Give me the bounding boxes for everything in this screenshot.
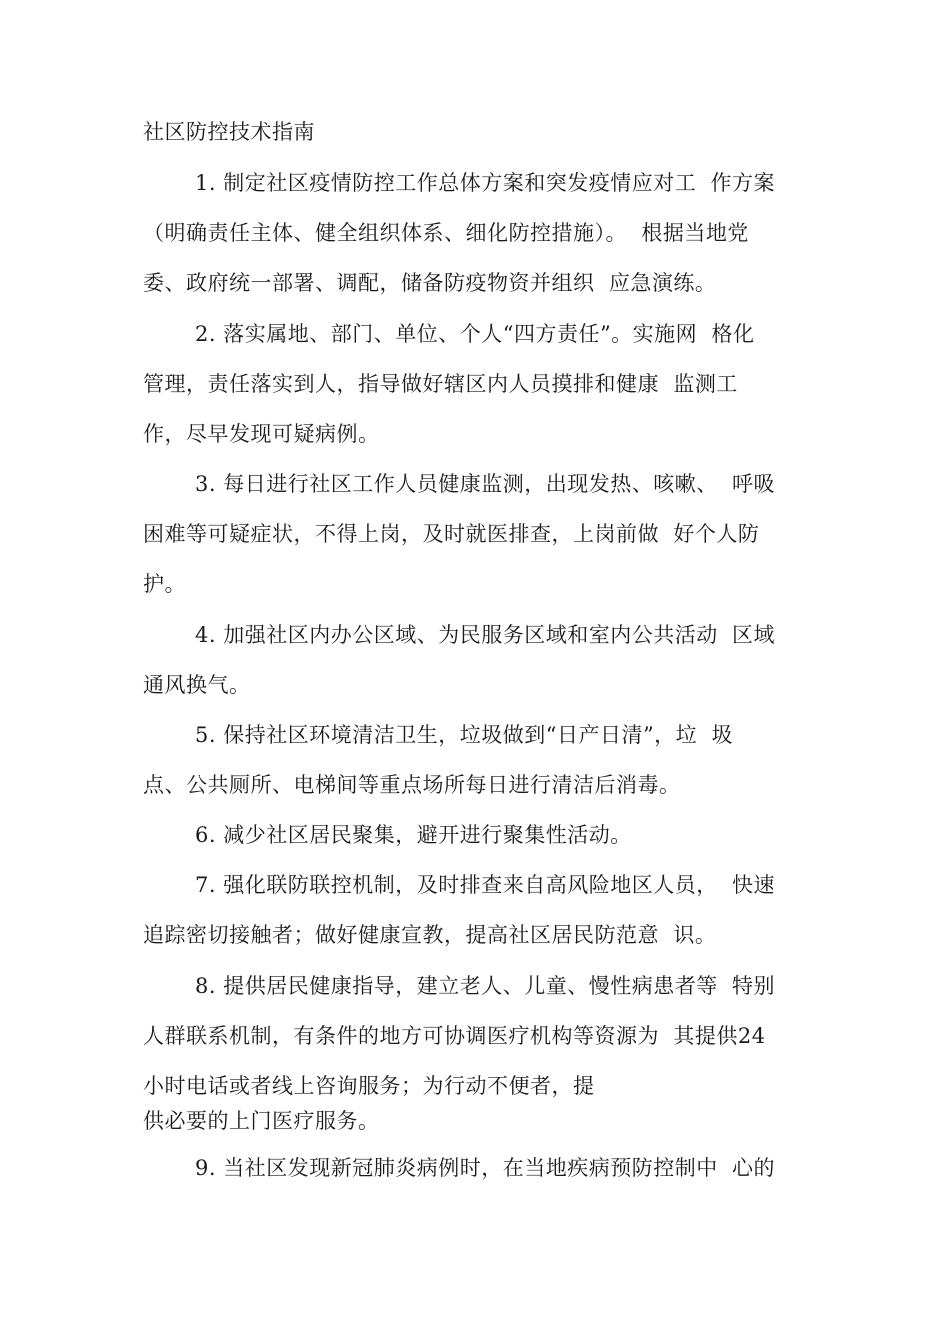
paragraph-8-line-4: 供必要的上门医疗服务。 <box>143 1109 380 1133</box>
paragraph-9-line-1: 9. 当社区发现新冠肺炎病例时，在当地疾病预防控制中 心的 <box>195 1156 776 1180</box>
paragraph-3-line-1: 3. 每日进行社区工作人员健康监测，出现发热、咳嗽、 呼吸 <box>195 472 776 496</box>
paragraph-3-line-2: 困难等可疑症状，不得上岗，及时就医排查，上岗前做 好个人防 <box>143 522 760 546</box>
paragraph-3-line-3: 护。 <box>143 572 186 596</box>
document-title: 社区防控技术指南 <box>143 120 315 144</box>
paragraph-8-line-3: 小时电话或者线上咨询服务；为行动不便者，提 <box>143 1074 595 1098</box>
paragraph-8-line-1: 8. 提供居民健康指导，建立老人、儿童、慢性病患者等 特别 <box>195 974 776 998</box>
paragraph-2-line-2: 管理，责任落实到人，指导做好辖区内人员摸排和健康 监测工 <box>143 372 738 396</box>
paragraph-6-line-1: 6. 减少社区居民聚集，避开进行聚集性活动。 <box>195 823 632 847</box>
paragraph-5-line-1: 5. 保持社区环境清洁卫生，垃圾做到“日产日清”，垃 圾 <box>195 723 734 747</box>
paragraph-5-line-2: 点、公共厕所、电梯间等重点场所每日进行清洁后消毒。 <box>143 773 681 797</box>
paragraph-8-line-2: 人群联系机制，有条件的地方可协调医疗机构等资源为 其提供24 <box>143 1024 766 1048</box>
paragraph-1-line-2: （明确责任主体、健全组织体系、细化防控措施）。 根据当地党 <box>143 221 749 245</box>
paragraph-1-line-1: 1. 制定社区疫情防控工作总体方案和突发疫情应对工 作方案 <box>195 171 776 195</box>
paragraph-1-line-3: 委、政府统一部署、调配，储备防疫物资并组织 应急演练。 <box>143 271 717 295</box>
paragraph-2-line-1: 2. 落实属地、部门、单位、个人“四方责任”。实施网 格化 <box>195 322 755 346</box>
paragraph-4-line-1: 4. 加强社区内办公区域、为民服务区域和室内公共活动 区域 <box>195 623 776 647</box>
paragraph-4-line-2: 通风换气。 <box>143 673 251 697</box>
paragraph-2-line-3: 作，尽早发现可疑病例。 <box>143 422 380 446</box>
paragraph-7-line-1: 7. 强化联防联控机制，及时排查来自高风险地区人员， 快速 <box>195 873 776 897</box>
paragraph-7-line-2: 追踪密切接触者；做好健康宣教，提高社区居民防范意 识。 <box>143 923 717 947</box>
